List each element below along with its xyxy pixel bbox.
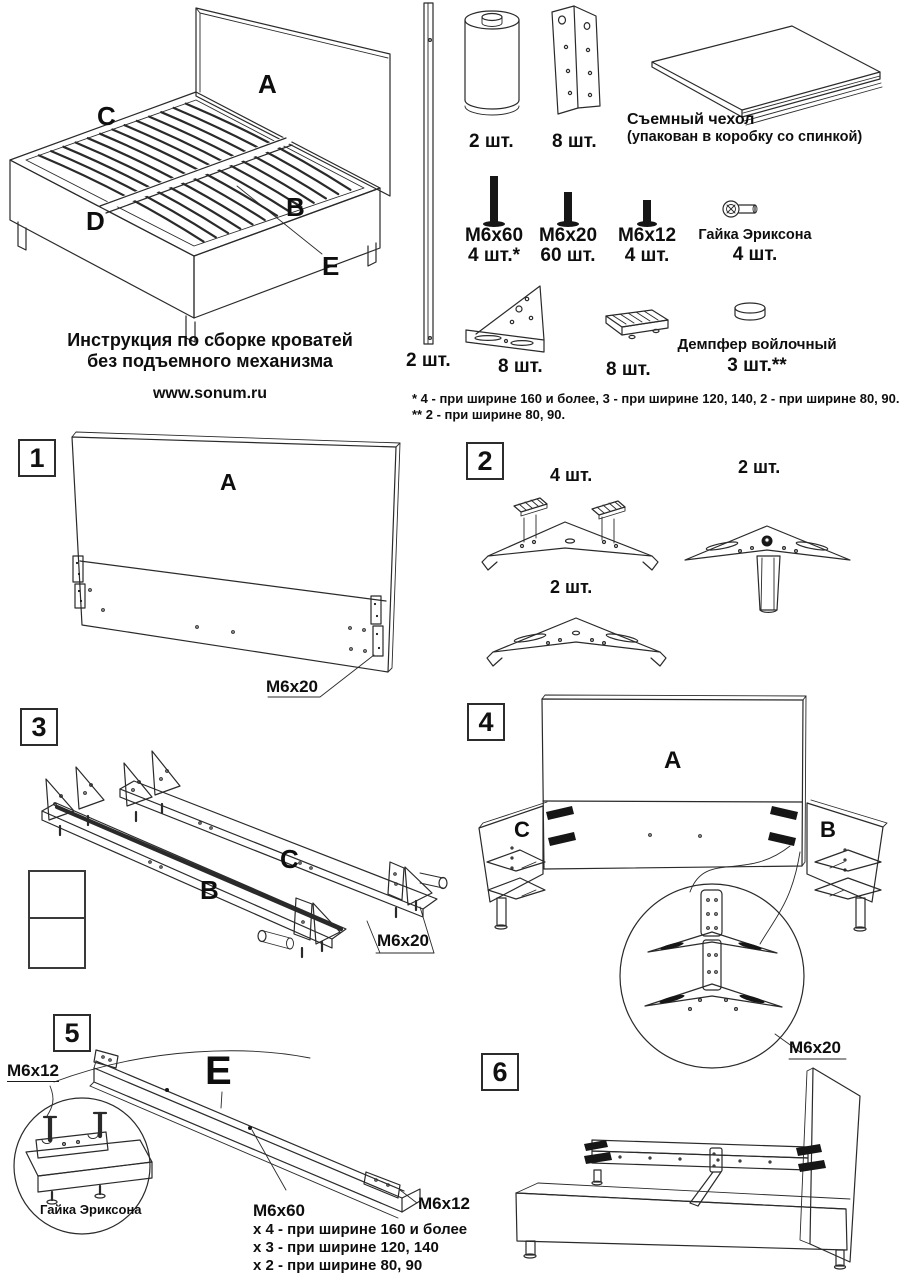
part-felt-damper [735, 303, 765, 320]
step4-label-a: A [664, 747, 682, 774]
strip-qty: 2 шт. [406, 350, 451, 371]
step1-number: 1 [18, 439, 56, 477]
step5-fastener-right: M6x12 [418, 1194, 470, 1213]
sheet-title-line1: Инструкция по сборке кроватей [67, 330, 353, 350]
part-corner-bracket-large [466, 286, 544, 352]
sheet-title-line2: без подъемного механизма [87, 351, 333, 371]
step3-diagram [36, 751, 447, 958]
step4-number: 4 [467, 703, 505, 741]
m6x20-name: M6x20 [538, 225, 598, 246]
step3-number: 3 [20, 708, 58, 746]
m6x20-qty: 60 шт. [540, 245, 596, 266]
step5-m6x60: M6x60 [253, 1201, 305, 1220]
footnote-2: ** 2 - при ширине 80, 90. [412, 407, 566, 422]
part-angle-bracket [552, 6, 600, 114]
step4-fastener: M6x20 [789, 1038, 841, 1057]
cover-note: (упакован в коробку со спинкой) [627, 129, 863, 145]
overview-label-e: E [322, 251, 340, 281]
m6x12-name: M6x12 [617, 225, 677, 246]
step5-number: 5 [53, 1014, 91, 1052]
step2-qty-right: 2 шт. [738, 457, 781, 477]
part-erikson-nut [723, 201, 757, 217]
step5-fastener-left: M6x12 [7, 1062, 59, 1082]
footnote-1: * 4 - при ширине 160 и более, 3 - при ширине 120, 140, 2 - при ширине 80, 90. [412, 391, 900, 406]
bracket-qty: 8 шт. [498, 356, 543, 377]
step4-diagram [479, 695, 887, 1068]
overview-label-b: B [286, 192, 305, 222]
step1-fastener: M6x20 [266, 677, 318, 696]
overview-label-c: C [97, 101, 116, 131]
damper-qty: 3 шт.** [727, 355, 787, 376]
overview-label-a: A [258, 69, 277, 99]
step2-qty-bottom: 2 шт. [550, 577, 593, 597]
nut-name: Гайка Эриксона [698, 227, 812, 243]
step6-number: 6 [481, 1053, 519, 1091]
m6x12-qty: 4 шт. [624, 245, 670, 266]
part-bolt-m6x60 [483, 176, 505, 227]
step4-label-b: B [820, 817, 836, 842]
step2-number: 2 [466, 442, 504, 480]
website: www.sonum.ru [152, 385, 268, 402]
pad-qty: 8 шт. [606, 359, 651, 380]
overview-label-d: D [86, 206, 105, 236]
step4-label-c: C [514, 817, 530, 842]
step5-m6x60-note3: x 2 - при ширине 80, 90 [253, 1257, 423, 1274]
step5-m6x60-note2: x 3 - при ширине 120, 140 [253, 1239, 439, 1256]
leg-qty: 2 шт. [469, 131, 514, 152]
step5-nut-label: Гайка Эриксона [40, 1202, 142, 1217]
step3-label-b: B [200, 875, 219, 905]
inset-leg-height-icon [28, 870, 86, 921]
overview-bed-diagram [10, 8, 390, 342]
inset-no-tool-icon [28, 917, 86, 969]
angle-qty: 8 шт. [552, 131, 597, 152]
part-bolt-m6x12 [637, 200, 657, 227]
step6-diagram [516, 1068, 860, 1269]
step3-label-c: C [280, 844, 299, 874]
cover-title: Съемный чехол [627, 111, 755, 128]
step2-qty-top: 4 шт. [550, 465, 593, 485]
part-leg-cylinder [465, 11, 519, 115]
step2-diagram [482, 498, 850, 666]
step5-m6x60-note1: x 4 - при ширине 160 и более [253, 1221, 468, 1238]
damper-name: Демпфер войлочный [677, 336, 837, 353]
m6x60-qty: 4 шт.* [468, 245, 520, 266]
part-side-strip [424, 3, 433, 344]
step1-label-a: A [220, 469, 237, 495]
part-bolt-m6x20 [557, 192, 579, 227]
step5-label-e: E [205, 1049, 232, 1093]
part-slat-holder-pad [606, 310, 668, 339]
nut-qty: 4 шт. [732, 244, 778, 265]
m6x60-name: M6x60 [464, 225, 524, 246]
step3-fastener: M6x20 [377, 931, 429, 950]
